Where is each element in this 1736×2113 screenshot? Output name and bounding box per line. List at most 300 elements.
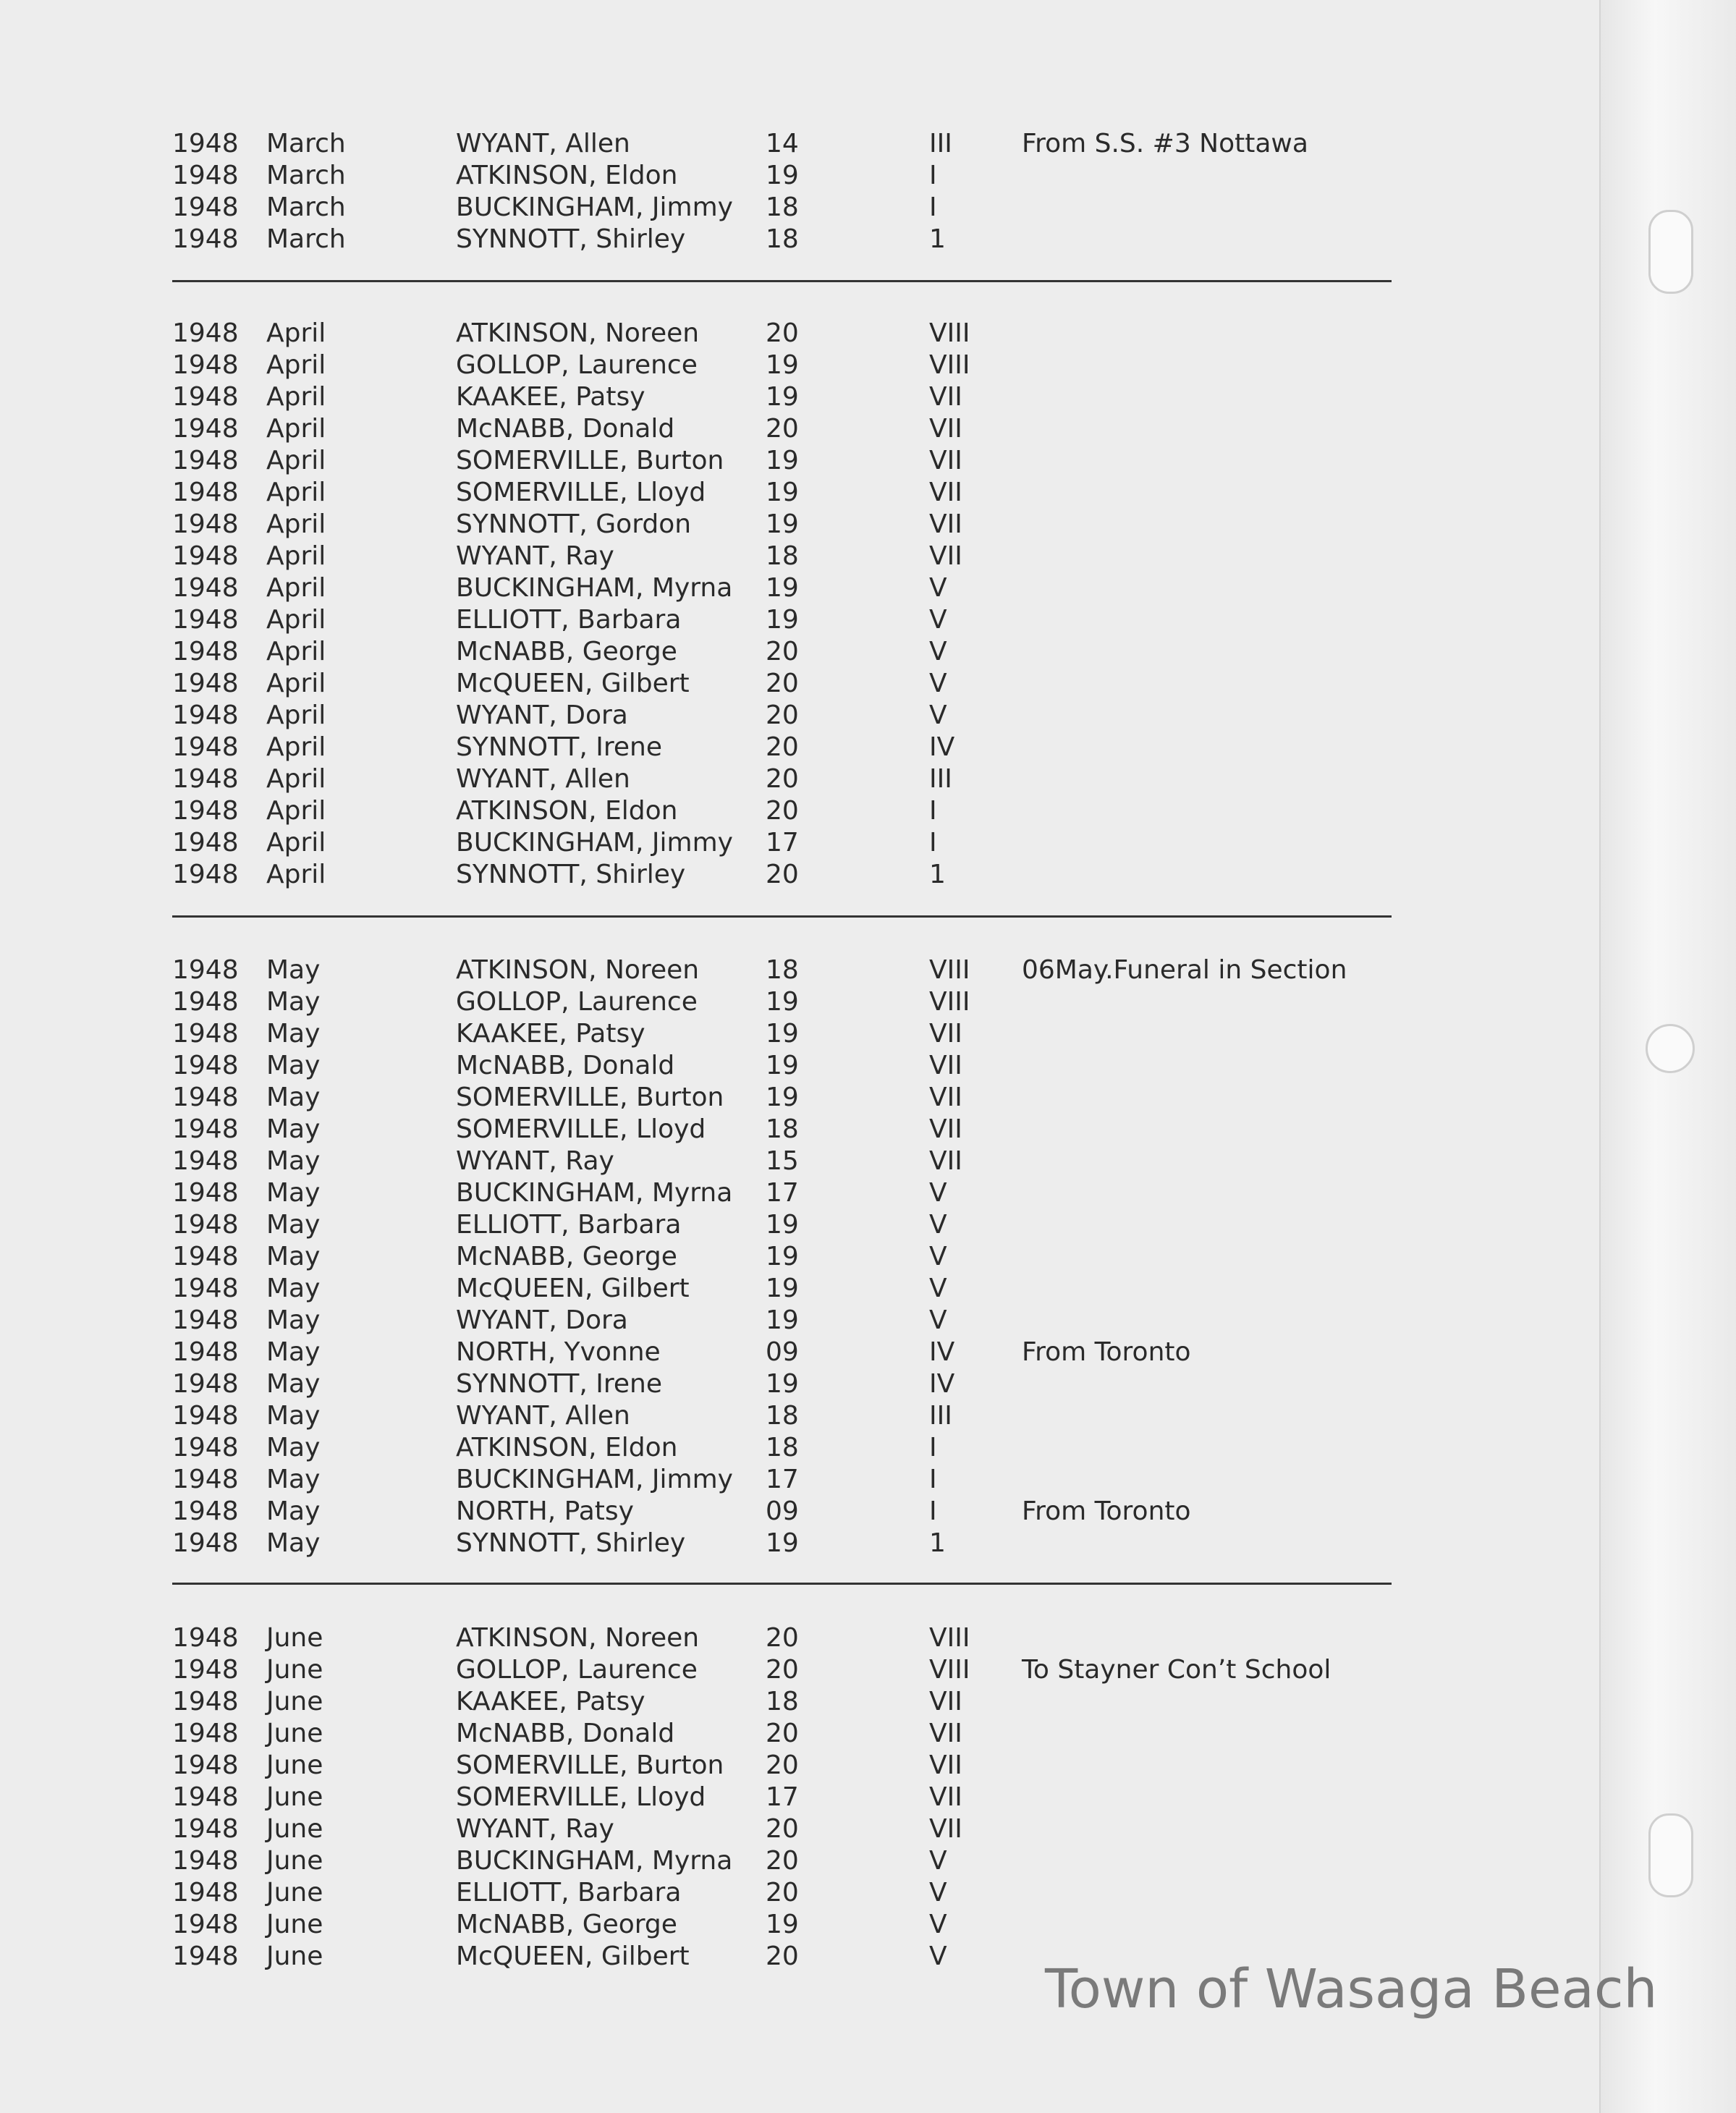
cell-name: KAAKEE, Patsy <box>456 382 645 412</box>
cell-year: 1948 <box>172 446 239 475</box>
cell-grade: V <box>929 1941 947 1971</box>
cell-year: 1948 <box>172 1019 239 1049</box>
table-row <box>172 573 1395 605</box>
cell-score: 17 <box>766 1782 799 1812</box>
cell-name: SYNNOTT, Irene <box>456 732 663 762</box>
cell-score: 19 <box>766 1051 799 1080</box>
cell-month: May <box>266 1369 321 1399</box>
cell-name: BUCKINGHAM, Myrna <box>456 573 733 603</box>
cell-month: May <box>266 1528 321 1558</box>
table-row <box>172 1846 1395 1878</box>
cell-name: WYANT, Allen <box>456 129 630 158</box>
table-row <box>172 637 1395 669</box>
cell-grade: V <box>929 700 947 730</box>
cell-month: April <box>266 541 326 571</box>
cell-name: WYANT, Dora <box>456 700 628 730</box>
cell-score: 20 <box>766 1878 799 1907</box>
cell-score: 18 <box>766 1433 799 1462</box>
cell-name: GOLLOP, Laurence <box>456 1655 698 1685</box>
cell-grade: 1 <box>929 1528 946 1558</box>
month-section <box>172 1623 1395 1973</box>
cell-month: June <box>266 1750 323 1780</box>
cell-grade: V <box>929 573 947 603</box>
table-row <box>172 1083 1395 1114</box>
table-row <box>172 796 1395 828</box>
cell-year: 1948 <box>172 987 239 1017</box>
cell-grade: I <box>929 828 937 858</box>
cell-year: 1948 <box>172 350 239 380</box>
cell-month: April <box>266 828 326 858</box>
cell-name: SYNNOTT, Gordon <box>456 509 692 539</box>
binder-hole-bottom <box>1648 1813 1693 1897</box>
cell-score: 19 <box>766 161 799 190</box>
cell-grade: V <box>929 1178 947 1208</box>
cell-name: GOLLOP, Laurence <box>456 987 698 1017</box>
cell-score: 20 <box>766 860 799 889</box>
cell-note: From Toronto <box>1022 1496 1191 1526</box>
cell-month: June <box>266 1655 323 1685</box>
cell-year: 1948 <box>172 1910 239 1939</box>
table-row <box>172 1305 1395 1337</box>
cell-year: 1948 <box>172 1210 239 1240</box>
table-row <box>172 1655 1395 1687</box>
cell-note: From Toronto <box>1022 1337 1191 1367</box>
cell-year: 1948 <box>172 796 239 826</box>
cell-year: 1948 <box>172 1146 239 1176</box>
cell-grade: V <box>929 669 947 698</box>
cell-year: 1948 <box>172 318 239 348</box>
cell-month: March <box>266 192 346 222</box>
cell-year: 1948 <box>172 1719 239 1748</box>
cell-year: 1948 <box>172 828 239 858</box>
cell-name: SOMERVILLE, Burton <box>456 1083 724 1112</box>
month-section <box>172 318 1395 892</box>
cell-score: 20 <box>766 1814 799 1844</box>
cell-name: SYNNOTT, Shirley <box>456 860 686 889</box>
cell-name: SOMERVILLE, Burton <box>456 1750 724 1780</box>
section-divider <box>172 280 1392 282</box>
cell-month: April <box>266 764 326 794</box>
cell-score: 19 <box>766 1369 799 1399</box>
cell-year: 1948 <box>172 1687 239 1716</box>
cell-month: June <box>266 1910 323 1939</box>
cell-year: 1948 <box>172 1878 239 1907</box>
cell-month: May <box>266 1242 321 1271</box>
cell-score: 19 <box>766 605 799 635</box>
cell-name: SOMERVILLE, Burton <box>456 446 724 475</box>
cell-score: 18 <box>766 541 799 571</box>
section-divider <box>172 915 1392 918</box>
cell-month: June <box>266 1941 323 1971</box>
cell-month: May <box>266 1305 321 1335</box>
cell-month: April <box>266 669 326 698</box>
cell-score: 20 <box>766 414 799 444</box>
cell-score: 20 <box>766 1846 799 1876</box>
table-row <box>172 1687 1395 1719</box>
cell-grade: IV <box>929 1337 955 1367</box>
cell-grade: VIII <box>929 318 970 348</box>
cell-month: March <box>266 129 346 158</box>
cell-name: SOMERVILLE, Lloyd <box>456 1782 706 1812</box>
table-row <box>172 1051 1395 1083</box>
cell-year: 1948 <box>172 732 239 762</box>
cell-name: WYANT, Ray <box>456 1146 614 1176</box>
cell-score: 19 <box>766 382 799 412</box>
table-row <box>172 1814 1395 1846</box>
cell-month: April <box>266 732 326 762</box>
cell-month: June <box>266 1814 323 1844</box>
cell-grade: VII <box>929 1146 962 1176</box>
cell-grade: I <box>929 161 937 190</box>
cell-name: McQUEEN, Gilbert <box>456 669 690 698</box>
cell-month: April <box>266 478 326 507</box>
cell-grade: VII <box>929 446 962 475</box>
cell-year: 1948 <box>172 1401 239 1431</box>
table-row <box>172 224 1395 256</box>
cell-score: 19 <box>766 987 799 1017</box>
cell-name: SYNNOTT, Shirley <box>456 224 686 254</box>
cell-name: ATKINSON, Eldon <box>456 161 678 190</box>
table-row <box>172 1750 1395 1782</box>
cell-month: June <box>266 1846 323 1876</box>
cell-year: 1948 <box>172 509 239 539</box>
cell-month: April <box>266 860 326 889</box>
table-row <box>172 1337 1395 1369</box>
cell-name: GOLLOP, Laurence <box>456 350 698 380</box>
table-row <box>172 1496 1395 1528</box>
cell-name: SYNNOTT, Irene <box>456 1369 663 1399</box>
table-row <box>172 478 1395 509</box>
cell-grade: VII <box>929 1687 962 1716</box>
table-row <box>172 1274 1395 1305</box>
cell-score: 17 <box>766 1178 799 1208</box>
cell-grade: VII <box>929 1750 962 1780</box>
table-row <box>172 700 1395 732</box>
cell-score: 20 <box>766 1750 799 1780</box>
cell-name: NORTH, Yvonne <box>456 1337 661 1367</box>
cell-year: 1948 <box>172 1337 239 1367</box>
cell-name: WYANT, Ray <box>456 541 614 571</box>
cell-note: From S.S. #3 Nottawa <box>1022 129 1308 158</box>
cell-year: 1948 <box>172 1846 239 1876</box>
cell-score: 20 <box>766 637 799 666</box>
cell-month: April <box>266 796 326 826</box>
cell-grade: IV <box>929 732 955 762</box>
table-row <box>172 1178 1395 1210</box>
cell-month: May <box>266 1433 321 1462</box>
cell-name: WYANT, Allen <box>456 1401 630 1431</box>
cell-year: 1948 <box>172 605 239 635</box>
cell-month: April <box>266 700 326 730</box>
cell-month: March <box>266 224 346 254</box>
table-row <box>172 129 1395 161</box>
cell-grade: V <box>929 1242 947 1271</box>
cell-month: May <box>266 1337 321 1367</box>
cell-score: 19 <box>766 1305 799 1335</box>
cell-name: ELLIOTT, Barbara <box>456 1210 682 1240</box>
cell-grade: V <box>929 637 947 666</box>
cell-grade: I <box>929 1496 937 1526</box>
cell-grade: I <box>929 796 937 826</box>
month-section <box>172 129 1395 256</box>
cell-name: McNABB, George <box>456 637 677 666</box>
table-row <box>172 1782 1395 1814</box>
cell-year: 1948 <box>172 192 239 222</box>
table-row <box>172 1910 1395 1941</box>
cell-name: KAAKEE, Patsy <box>456 1687 645 1716</box>
cell-score: 19 <box>766 1019 799 1049</box>
cell-year: 1948 <box>172 1750 239 1780</box>
cell-grade: VII <box>929 382 962 412</box>
cell-grade: III <box>929 764 952 794</box>
cell-year: 1948 <box>172 224 239 254</box>
cell-score: 19 <box>766 1528 799 1558</box>
cell-month: May <box>266 1274 321 1303</box>
cell-grade: V <box>929 1210 947 1240</box>
cell-month: May <box>266 1114 321 1144</box>
table-row <box>172 1719 1395 1750</box>
cell-year: 1948 <box>172 1305 239 1335</box>
cell-month: May <box>266 1051 321 1080</box>
cell-grade: 1 <box>929 860 946 889</box>
table-row <box>172 382 1395 414</box>
cell-grade: I <box>929 1433 937 1462</box>
table-row <box>172 350 1395 382</box>
table-row <box>172 192 1395 224</box>
table-row <box>172 414 1395 446</box>
table-row <box>172 1210 1395 1242</box>
cell-month: May <box>266 1019 321 1049</box>
cell-grade: VIII <box>929 987 970 1017</box>
cell-name: ELLIOTT, Barbara <box>456 605 682 635</box>
cell-year: 1948 <box>172 637 239 666</box>
cell-name: BUCKINGHAM, Myrna <box>456 1846 733 1876</box>
binder-hole-middle <box>1646 1024 1695 1073</box>
table-row <box>172 318 1395 350</box>
cell-score: 20 <box>766 1719 799 1748</box>
cell-name: ATKINSON, Noreen <box>456 318 700 348</box>
cell-year: 1948 <box>172 1051 239 1080</box>
cell-year: 1948 <box>172 1083 239 1112</box>
table-row <box>172 605 1395 637</box>
table-row <box>172 509 1395 541</box>
cell-month: May <box>266 1210 321 1240</box>
cell-score: 18 <box>766 1401 799 1431</box>
cell-month: May <box>266 955 321 985</box>
cell-month: April <box>266 350 326 380</box>
cell-grade: V <box>929 1274 947 1303</box>
cell-year: 1948 <box>172 1433 239 1462</box>
cell-grade: VII <box>929 1083 962 1112</box>
cell-month: April <box>266 446 326 475</box>
cell-score: 20 <box>766 669 799 698</box>
cell-score: 19 <box>766 350 799 380</box>
cell-grade: V <box>929 1846 947 1876</box>
cell-month: May <box>266 1401 321 1431</box>
cell-month: May <box>266 1146 321 1176</box>
cell-year: 1948 <box>172 541 239 571</box>
table-row <box>172 541 1395 573</box>
cell-name: ATKINSON, Noreen <box>456 1623 700 1653</box>
cell-year: 1948 <box>172 129 239 158</box>
cell-grade: VII <box>929 1114 962 1144</box>
cell-name: BUCKINGHAM, Myrna <box>456 1178 733 1208</box>
cell-score: 19 <box>766 1083 799 1112</box>
cell-score: 17 <box>766 1465 799 1494</box>
cell-name: McNABB, George <box>456 1242 677 1271</box>
cell-grade: V <box>929 1305 947 1335</box>
cell-note: 06May.Funeral in Section <box>1022 955 1347 985</box>
cell-year: 1948 <box>172 1178 239 1208</box>
cell-name: McNABB, Donald <box>456 1051 675 1080</box>
cell-name: SYNNOTT, Shirley <box>456 1528 686 1558</box>
cell-name: McNABB, Donald <box>456 1719 675 1748</box>
table-row <box>172 987 1395 1019</box>
cell-grade: III <box>929 129 952 158</box>
cell-month: April <box>266 573 326 603</box>
cell-score: 19 <box>766 446 799 475</box>
cell-month: June <box>266 1782 323 1812</box>
month-section <box>172 955 1395 1560</box>
cell-score: 18 <box>766 192 799 222</box>
cell-month: June <box>266 1719 323 1748</box>
cell-score: 18 <box>766 1687 799 1716</box>
cell-grade: VII <box>929 1814 962 1844</box>
table-row <box>172 1528 1395 1560</box>
cell-year: 1948 <box>172 860 239 889</box>
cell-score: 20 <box>766 318 799 348</box>
cell-month: May <box>266 1465 321 1494</box>
cell-grade: 1 <box>929 224 946 254</box>
cell-note: To Stayner Con’t School <box>1022 1655 1331 1685</box>
table-row <box>172 1465 1395 1496</box>
cell-grade: VII <box>929 414 962 444</box>
watermark: Town of Wasaga Beach <box>1045 1958 1658 2020</box>
cell-month: April <box>266 318 326 348</box>
cell-score: 19 <box>766 509 799 539</box>
cell-month: May <box>266 1178 321 1208</box>
cell-year: 1948 <box>172 1623 239 1653</box>
cell-score: 09 <box>766 1337 799 1367</box>
table-row <box>172 1623 1395 1655</box>
cell-score: 19 <box>766 573 799 603</box>
cell-year: 1948 <box>172 161 239 190</box>
table-row <box>172 161 1395 192</box>
cell-grade: VIII <box>929 955 970 985</box>
cell-score: 15 <box>766 1146 799 1176</box>
cell-name: WYANT, Dora <box>456 1305 628 1335</box>
cell-grade: VII <box>929 1719 962 1748</box>
table-row <box>172 1019 1395 1051</box>
cell-grade: I <box>929 1465 937 1494</box>
cell-year: 1948 <box>172 1941 239 1971</box>
cell-score: 19 <box>766 1910 799 1939</box>
cell-grade: VIII <box>929 1655 970 1685</box>
cell-score: 20 <box>766 764 799 794</box>
cell-score: 18 <box>766 224 799 254</box>
cell-year: 1948 <box>172 764 239 794</box>
cell-grade: VIII <box>929 1623 970 1653</box>
cell-name: McNABB, George <box>456 1910 677 1939</box>
cell-year: 1948 <box>172 1655 239 1685</box>
cell-grade: VII <box>929 1782 962 1812</box>
cell-score: 19 <box>766 1210 799 1240</box>
cell-month: May <box>266 1083 321 1112</box>
cell-year: 1948 <box>172 1242 239 1271</box>
cell-grade: I <box>929 192 937 222</box>
cell-grade: VIII <box>929 350 970 380</box>
section-divider <box>172 1583 1392 1585</box>
cell-month: April <box>266 637 326 666</box>
cell-name: McNABB, Donald <box>456 414 675 444</box>
table-row <box>172 1401 1395 1433</box>
table-row <box>172 1242 1395 1274</box>
cell-name: BUCKINGHAM, Jimmy <box>456 828 733 858</box>
cell-year: 1948 <box>172 478 239 507</box>
cell-grade: IV <box>929 1369 955 1399</box>
cell-month: April <box>266 605 326 635</box>
cell-month: June <box>266 1687 323 1716</box>
cell-grade: V <box>929 1878 947 1907</box>
cell-year: 1948 <box>172 1369 239 1399</box>
table-row <box>172 1878 1395 1910</box>
table-row <box>172 1146 1395 1178</box>
cell-grade: VII <box>929 509 962 539</box>
cell-month: April <box>266 509 326 539</box>
table-row <box>172 732 1395 764</box>
table-row <box>172 1433 1395 1465</box>
cell-name: SOMERVILLE, Lloyd <box>456 1114 706 1144</box>
cell-month: April <box>266 382 326 412</box>
cell-name: McQUEEN, Gilbert <box>456 1274 690 1303</box>
cell-year: 1948 <box>172 1496 239 1526</box>
cell-score: 20 <box>766 796 799 826</box>
cell-score: 18 <box>766 1114 799 1144</box>
cell-score: 20 <box>766 1655 799 1685</box>
cell-name: SOMERVILLE, Lloyd <box>456 478 706 507</box>
cell-score: 17 <box>766 828 799 858</box>
cell-year: 1948 <box>172 1274 239 1303</box>
cell-grade: VII <box>929 478 962 507</box>
cell-year: 1948 <box>172 700 239 730</box>
table-row <box>172 446 1395 478</box>
cell-name: McQUEEN, Gilbert <box>456 1941 690 1971</box>
cell-year: 1948 <box>172 1782 239 1812</box>
cell-score: 20 <box>766 1623 799 1653</box>
cell-month: June <box>266 1623 323 1653</box>
cell-grade: III <box>929 1401 952 1431</box>
cell-year: 1948 <box>172 1465 239 1494</box>
cell-score: 19 <box>766 1242 799 1271</box>
cell-name: ATKINSON, Eldon <box>456 796 678 826</box>
cell-month: June <box>266 1878 323 1907</box>
cell-year: 1948 <box>172 1814 239 1844</box>
cell-grade: VII <box>929 1019 962 1049</box>
cell-month: May <box>266 1496 321 1526</box>
binder-hole-top <box>1648 210 1693 294</box>
cell-name: BUCKINGHAM, Jimmy <box>456 192 733 222</box>
cell-year: 1948 <box>172 669 239 698</box>
cell-name: WYANT, Ray <box>456 1814 614 1844</box>
cell-name: ATKINSON, Noreen <box>456 955 700 985</box>
cell-score: 20 <box>766 732 799 762</box>
cell-year: 1948 <box>172 382 239 412</box>
table-row <box>172 860 1395 892</box>
table-row <box>172 1369 1395 1401</box>
cell-score: 18 <box>766 955 799 985</box>
cell-grade: VII <box>929 541 962 571</box>
table-row <box>172 955 1395 987</box>
